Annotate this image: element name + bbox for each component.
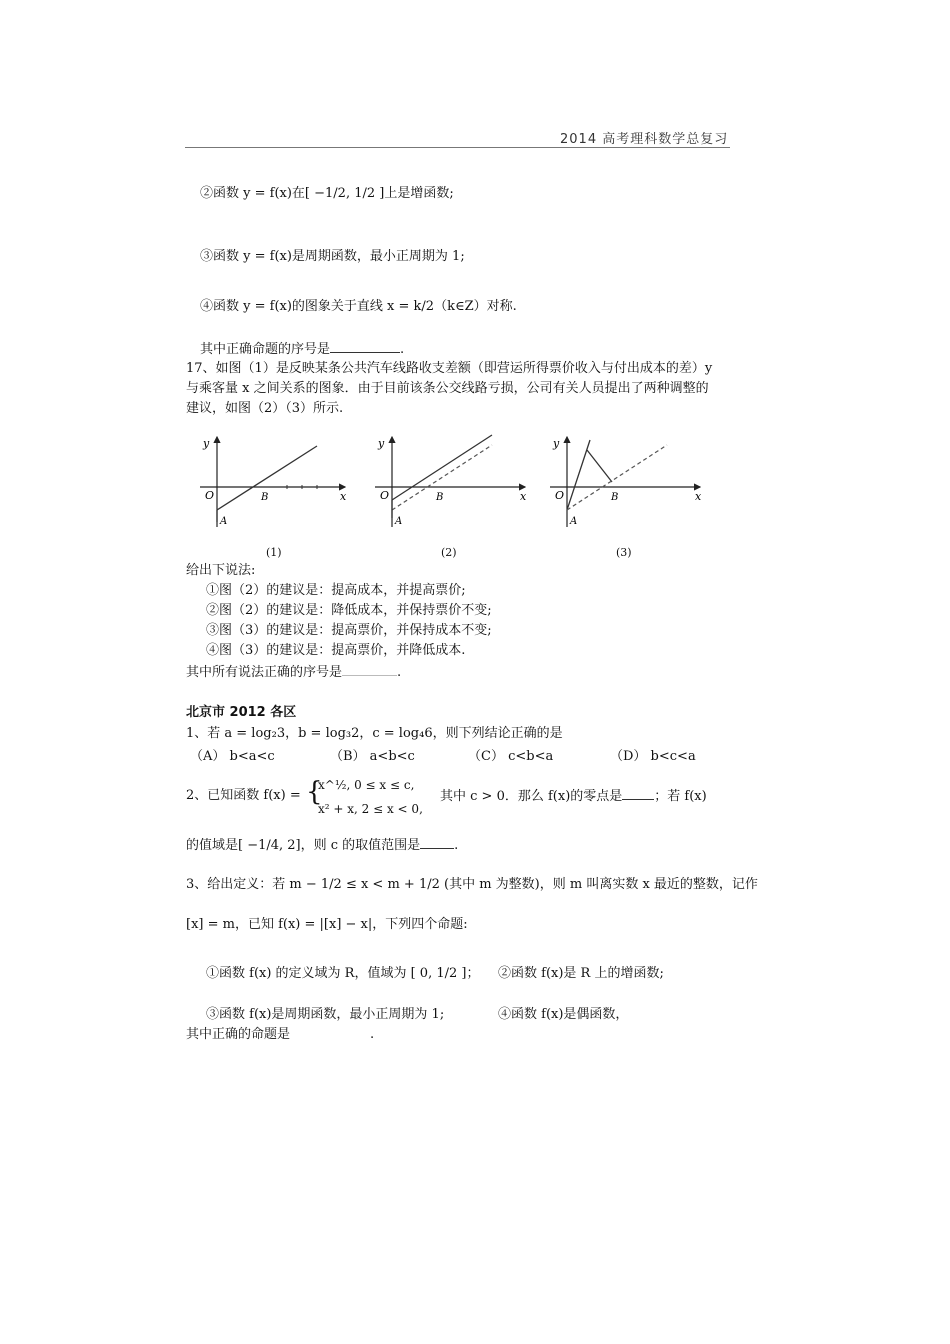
point-a-label: A [395, 516, 403, 527]
point-a-label: A [220, 516, 228, 527]
p1-stem: 1、若 a = log₂3，b = log₃2，c = log₄6，则下列结论正确的是 [186, 726, 563, 741]
y-label: y [378, 437, 385, 450]
section-title: 北京市 2012 各区 [186, 705, 297, 720]
p3-item-1: ①函数 f(x) 的定义域为 R，值域为 [ 0, 1/2 ]； [206, 966, 480, 981]
p2-case-1: x^½, 0 ≤ x ≤ c, [318, 778, 415, 792]
point-b-label: B [436, 492, 444, 503]
y-label: y [553, 437, 560, 450]
q17-stem-line-1: 17、如图（1）是反映某条公共汽车线路收支差额（即营运所得票价收入与付出成本的差）y [186, 361, 713, 376]
q17-stem-line-2: 与乘客量 x 之间关系的图象．由于目前该条公交线路亏损，公司有关人员提出了两种调整的 [186, 381, 709, 396]
p1-option-d: （D） b<c<a [610, 749, 696, 764]
q16-answer-line: 其中正确命题的序号是 . [200, 342, 405, 357]
p3-item-2: ②函数 f(x)是 R 上的增函数; [498, 966, 664, 981]
q16-answer-blank [330, 340, 400, 353]
q17-answer-blank [342, 663, 397, 676]
p2-lead: 2、已知函数 f(x) = [186, 788, 301, 803]
q17-stem-line-3: 建议，如图（2）（3）所示. [186, 401, 344, 416]
q17-statement-4: ④图（3）的建议是：提高票价，并降低成本. [206, 643, 466, 658]
new-line [392, 435, 492, 500]
p3-item-3: ③函数 f(x)是周期函数，最小正周期为 1; [206, 1007, 445, 1022]
p3-item-4: ④函数 f(x)是偶函数， [498, 1007, 629, 1022]
y-label: y [203, 437, 210, 450]
p2-blank-2 [420, 836, 454, 849]
p2-brace: { [306, 777, 323, 807]
x-label: x [520, 490, 527, 503]
x-label: x [695, 490, 702, 503]
q16-answer-label: 其中正确命题的序号是 [200, 342, 331, 357]
point-a-label: A [570, 516, 578, 527]
origin-label: O [205, 489, 215, 502]
p3-answer-label: 其中正确的命题是 [186, 1027, 291, 1042]
q17-statements-intro: 给出下说法: [186, 563, 256, 578]
page-header-title: 2014 高考理科数学总复习 [560, 132, 729, 147]
q17-statement-3: ③图（3）的建议是：提高票价，并保持成本不变; [206, 623, 492, 638]
q17-figure-3 [545, 432, 705, 532]
fig-caption-1: (1) [266, 546, 282, 559]
q17-answer-label: 其中所有说法正确的序号是 [186, 665, 343, 680]
q17-figure-1 [195, 432, 355, 532]
point-b-label: B [611, 492, 619, 503]
p2-tail-line [440, 787, 707, 806]
p1-option-b: （B） a<b<c [330, 749, 415, 764]
p3-line-1: 3、给出定义：若 m − 1/2 ≤ x < m + 1/2 (其中 m 为整数)，则 m 叫离实数 x 最近的整数，记作 [186, 877, 758, 892]
fig-caption-3: (3) [616, 546, 632, 559]
steep-line [567, 440, 590, 510]
origin-label: O [380, 489, 390, 502]
fig-caption-2: (2) [441, 546, 457, 559]
point-b-label: B [261, 492, 269, 503]
header-divider [185, 147, 730, 148]
origin-label: O [555, 489, 565, 502]
q17-statement-1: ①图（2）的建议是：提高成本，并提高票价; [206, 583, 466, 598]
x-label: x [340, 490, 347, 503]
p1-option-c: （C） c<b<a [468, 749, 554, 764]
q16-item-3: ③函数 y = f(x)是周期函数，最小正周期为 1; [200, 249, 465, 264]
p2-range-text: 的值域是[ −1/4, 2]，则 c 的取值范围是 [186, 838, 421, 853]
q16-item-4: ④函数 y = f(x)的图象关于直线 x = k/2（k∈Z）对称. [200, 299, 517, 314]
steep-line-segment [587, 450, 612, 482]
p2-tail-2: ；若 f(x) [654, 789, 707, 804]
p2-blank-1 [622, 787, 654, 800]
p2-line-2: 的值域是[ −1/4, 2]，则 c 的取值范围是 . [186, 838, 459, 853]
q17-answer-line: 其中所有说法正确的序号是 . [186, 665, 402, 680]
p3-line-2: [x] = m，已知 f(x) = |[x] − x|，下列四个命题: [186, 917, 468, 932]
p2-tail: 其中 c > 0．那么 f(x)的零点是 [440, 789, 623, 804]
p3-answer-line: 其中正确的命题是 . [186, 1027, 375, 1042]
q16-item-2: ②函数 y = f(x)在[ −1/2, 1/2 ]上是增函数; [200, 186, 454, 201]
q17-statement-2: ②图（2）的建议是：降低成本，并保持票价不变; [206, 603, 492, 618]
q17-figure-2 [370, 432, 530, 532]
p1-option-a: （A） b<a<c [190, 749, 275, 764]
p2-case-2: x² + x, 2 ≤ x < 0, [318, 802, 423, 816]
